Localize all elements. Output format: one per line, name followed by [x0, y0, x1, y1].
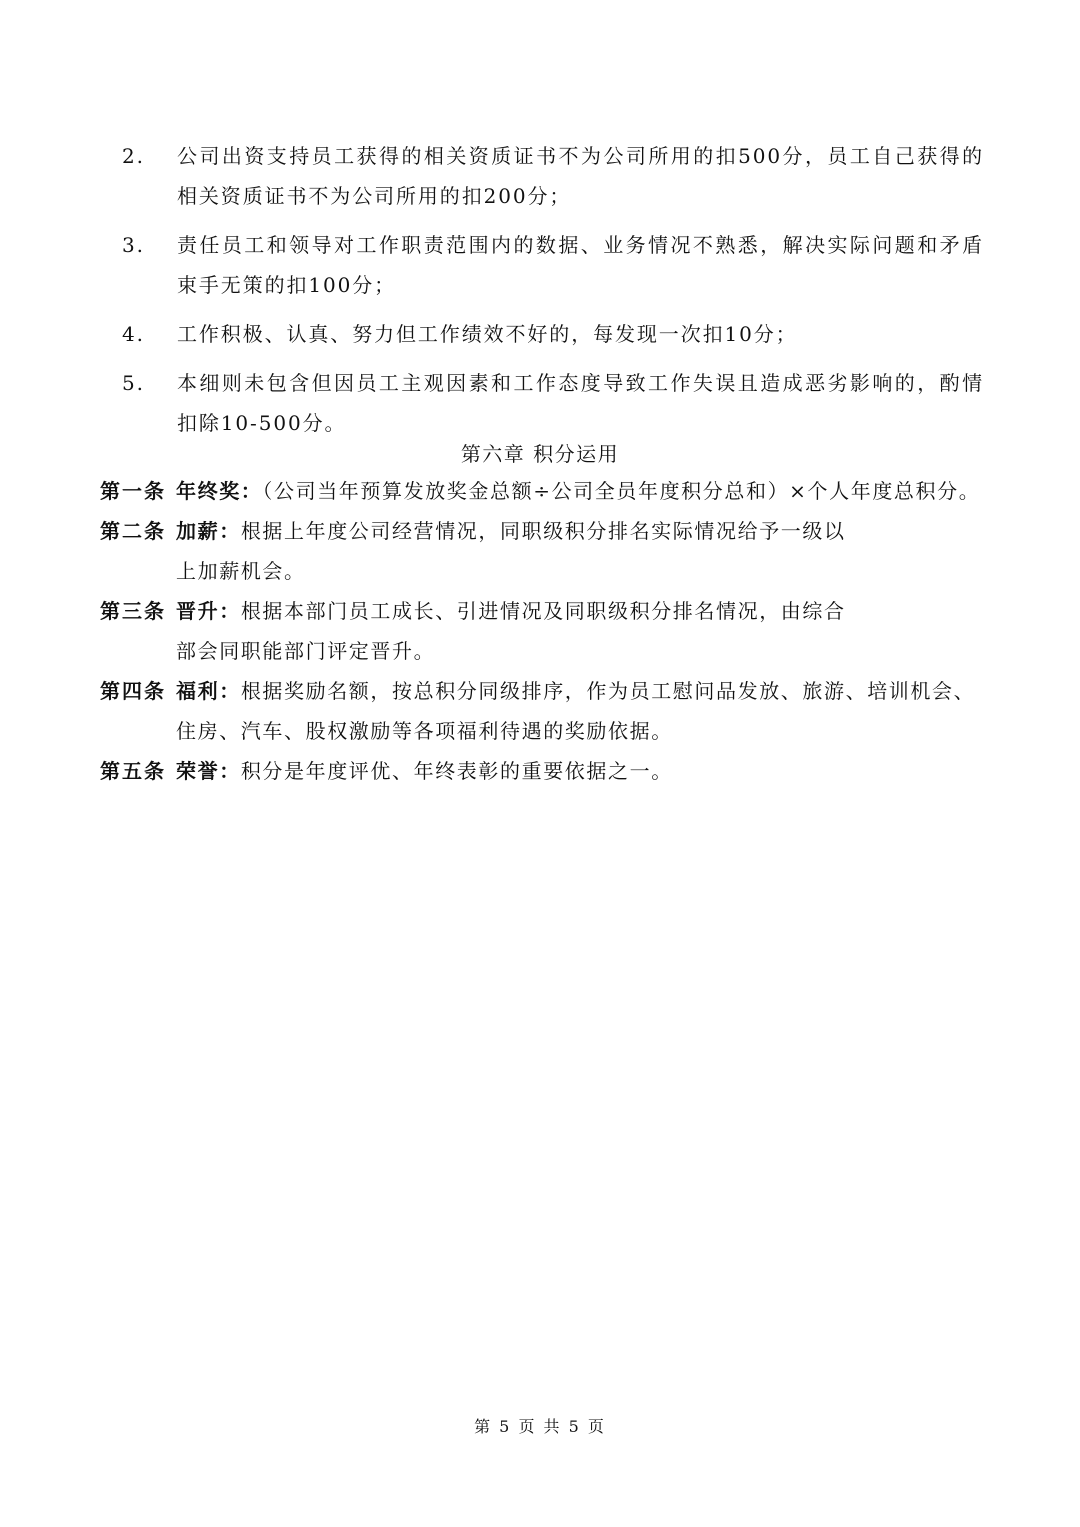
article-number: 第二条 — [100, 519, 166, 543]
article-title: 加薪： — [176, 519, 241, 543]
list-item-text: 责任员工和领导对工作职责范围内的数据、业务情况不熟悉，解决实际问题和矛盾束手无策的扣100分； — [177, 233, 984, 297]
list-item — [0, 363, 1080, 443]
article-item — [0, 511, 1080, 591]
chapter-heading: 第六章 积分运用 — [460, 442, 620, 466]
list-item-text: 工作积极、认真、努力但工作绩效不好的，每发现一次扣10分； — [177, 322, 798, 346]
list-item-text: 本细则未包含但因员工主观因素和工作态度导致工作失误且造成恶劣影响的，酌情扣除10-500分。 — [177, 371, 984, 435]
article-text: 根据上年度公司经营情况，同职级积分排名实际情况给予一级以上加薪机会。 — [176, 519, 846, 583]
article-title: 荣誉： — [176, 759, 241, 783]
article-item — [0, 671, 1080, 751]
article-number: 第五条 — [100, 759, 166, 783]
article-title: 年终奖： — [176, 479, 263, 503]
list-item — [0, 225, 1080, 305]
list-item-number: 3. — [122, 233, 145, 257]
article-item — [0, 471, 1080, 511]
article-item — [0, 591, 1080, 671]
list-item-number: 4. — [122, 322, 145, 346]
numbered-list — [0, 136, 1080, 452]
article-title: 晋升： — [176, 599, 241, 623]
list-item — [0, 314, 1080, 354]
list-item-number: 5. — [122, 371, 145, 395]
page-footer: 第 5 页 共 5 页 — [474, 1417, 606, 1436]
article-text: 根据本部门员工成长、引进情况及同职级积分排名情况，由综合部会同职能部门评定晋升。 — [176, 599, 846, 663]
list-item-text: 公司出资支持员工获得的相关资质证书不为公司所用的扣500分，员工自己获得的相关资质证书不为公司所用的扣200分； — [177, 144, 984, 208]
article-item — [0, 751, 1080, 791]
article-list — [0, 471, 1080, 791]
list-item — [0, 136, 1080, 216]
article-text: 积分是年度评优、年终表彰的重要依据之一。 — [240, 759, 673, 783]
list-item-number: 2. — [122, 144, 145, 168]
article-text: （公司当年预算发放奖金总额÷公司全员年度积分总和）×个人年度总积分。 — [262, 479, 981, 503]
article-number: 第一条 — [100, 479, 166, 503]
article-text: 根据奖励名额，按总积分同级排序，作为员工慰问品发放、旅游、培训机会、住房、汽车、股权激励等各项福利待遇的奖励依据。 — [176, 679, 976, 743]
article-number: 第三条 — [100, 599, 166, 623]
article-title: 福利： — [176, 679, 241, 703]
article-number: 第四条 — [100, 679, 166, 703]
